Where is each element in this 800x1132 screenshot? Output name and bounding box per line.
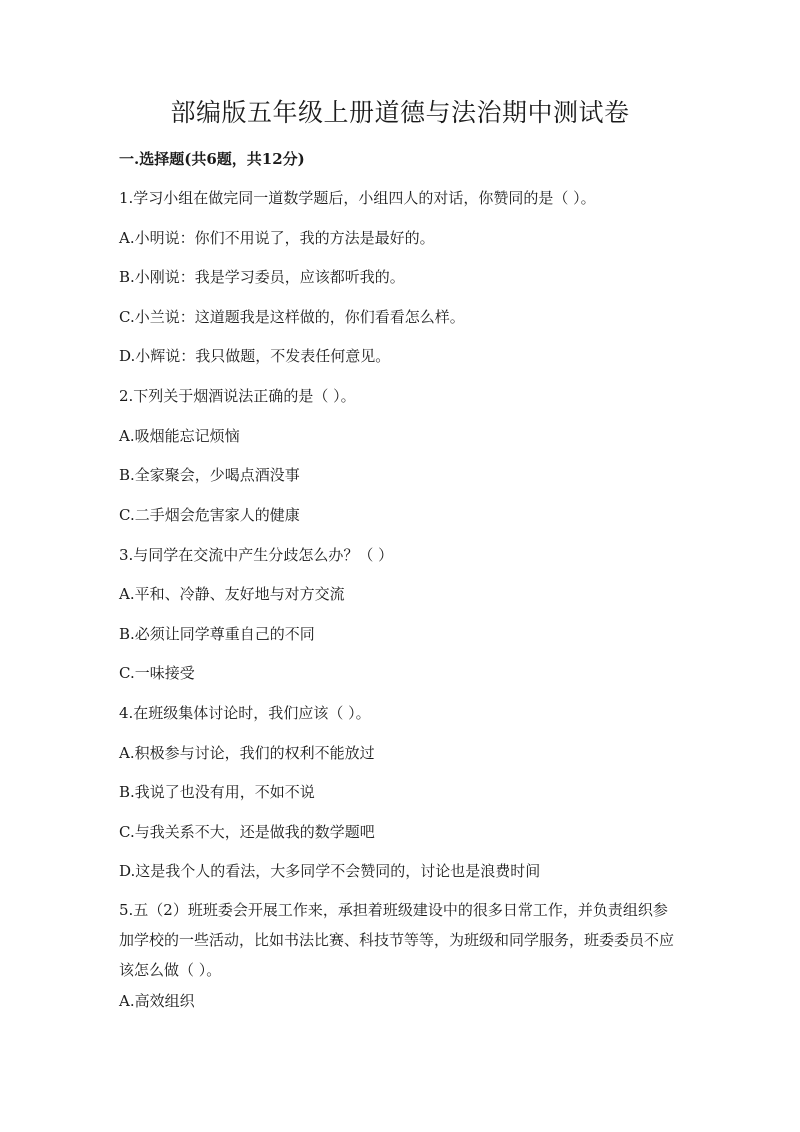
question-3-stem: 3.与同学在交流中产生分歧怎么办？（ ） <box>119 546 394 564</box>
question-4-option-b: B.我说了也没有用，不如不说 <box>119 783 315 801</box>
question-4-option-d: D.这是我个人的看法，大多同学不会赞同的，讨论也是浪费时间 <box>119 862 541 880</box>
question-4-option-a: A.积极参与讨论，我们的权利不能放过 <box>119 744 375 762</box>
question-2-stem: 2.下列关于烟酒说法正确的是（ ）。 <box>119 387 356 405</box>
question-5-option-a: A.高效组织 <box>119 992 195 1010</box>
question-1-option-a: A.小明说：你们不用说了，我的方法是最好的。 <box>119 229 435 247</box>
question-5-stem: 5.五（2）班班委会开展工作来，承担着班级建设中的很多日常工作，并负责组织参加学校的一些活动，比如书法比赛、科技节等等，为班级和同学服务，班委委员不应该怎么做（ ）。 <box>119 901 675 979</box>
question-1-stem: 1.学习小组在做完同一道数学题后，小组四人的对话，你赞同的是（ ）。 <box>119 189 596 207</box>
question-3-option-a: A.平和、冷静、友好地与对方交流 <box>119 585 345 603</box>
question-2-option-a: A.吸烟能忘记烦恼 <box>119 427 240 445</box>
section-heading: 一.选择题(共6题，共12分) <box>119 150 305 168</box>
question-1-option-d: D.小辉说：我只做题，不发表任何意见。 <box>119 347 391 365</box>
question-4-option-c: C.与我关系不大，还是做我的数学题吧 <box>119 823 375 841</box>
page-title: 部编版五年级上册道德与法治期中测试卷 <box>170 98 630 127</box>
question-4-stem: 4.在班级集体讨论时，我们应该（ ）。 <box>119 704 371 722</box>
question-2-option-b: B.全家聚会，少喝点酒没事 <box>119 466 300 484</box>
question-3-option-c: C.一味接受 <box>119 664 195 682</box>
question-1-option-c: C.小兰说：这道题我是这样做的，你们看看怎么样。 <box>119 308 465 326</box>
question-1-option-b: B.小刚说：我是学习委员，应该都听我的。 <box>119 268 405 286</box>
question-3-option-b: B.必须让同学尊重自己的不同 <box>119 625 315 643</box>
question-2-option-c: C.二手烟会危害家人的健康 <box>119 506 300 524</box>
